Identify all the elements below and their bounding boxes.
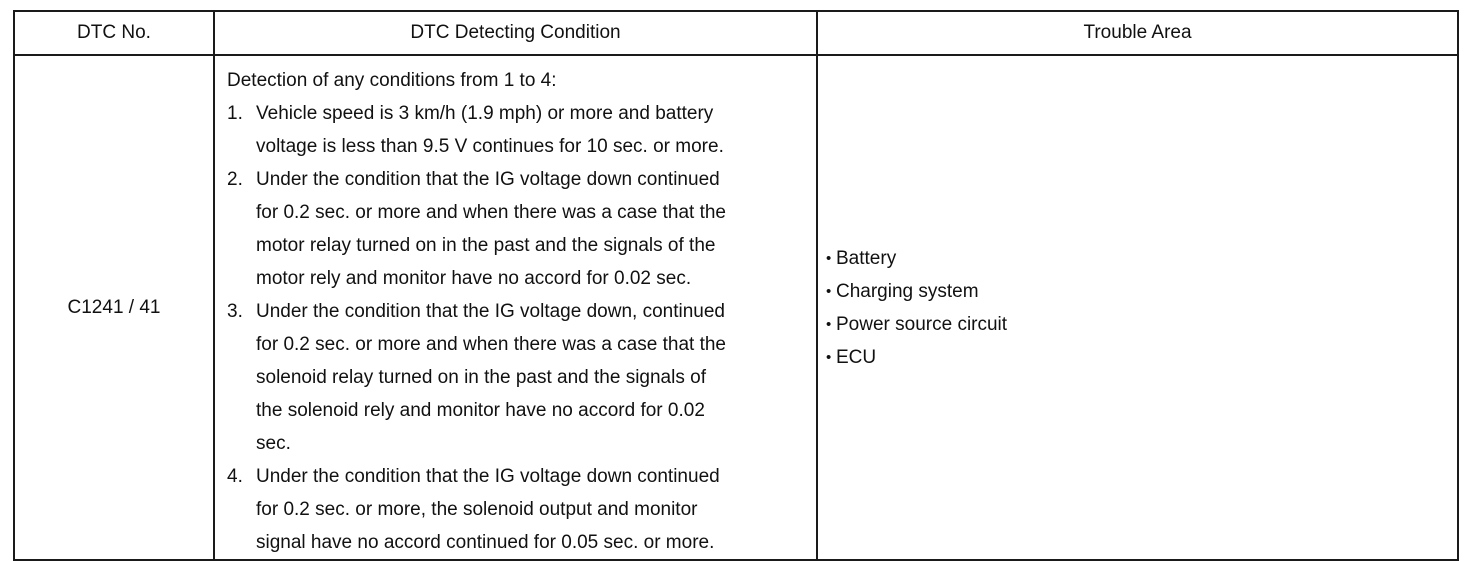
condition-line: Under the condition that the IG voltage down, continued <box>256 301 725 322</box>
condition-line: signal have no accord continued for 0.05 sec. or more. <box>256 532 715 553</box>
condition-line: voltage is less than 9.5 V continues for 10 sec. or more. <box>256 136 724 157</box>
condition-number: 3. <box>227 301 243 322</box>
condition-line: motor rely and monitor have no accord for 0.02 sec. <box>256 268 692 289</box>
condition-number: 1. <box>227 103 243 124</box>
condition-item <box>227 460 810 559</box>
condition-line: for 0.2 sec. or more and when there was a case that the <box>256 334 726 355</box>
bullet-icon: • <box>826 315 832 333</box>
header-trouble-area: Trouble Area <box>817 11 1458 55</box>
trouble-area-item <box>826 308 1457 341</box>
bullet-icon: • <box>826 249 832 267</box>
condition-line: the solenoid rely and monitor have no accord for 0.02 <box>256 400 705 421</box>
trouble-area-label: Battery <box>836 247 897 269</box>
trouble-area-list <box>826 242 1457 374</box>
condition-item <box>227 163 810 295</box>
condition-line: Vehicle speed is 3 km/h (1.9 mph) or more and battery <box>256 103 714 124</box>
condition-line: solenoid relay turned on in the past and the signals of <box>256 367 706 388</box>
trouble-area-label: Charging system <box>836 280 979 302</box>
bullet-icon: • <box>826 282 832 300</box>
condition-item <box>227 295 810 460</box>
header-dtc-no: DTC No. <box>14 11 214 55</box>
trouble-area-cell <box>817 55 1458 560</box>
condition-number: 4. <box>227 466 243 487</box>
trouble-area-item <box>826 341 1457 374</box>
header-detecting-condition: DTC Detecting Condition <box>214 11 817 55</box>
condition-list <box>227 97 810 559</box>
condition-line: for 0.2 sec. or more and when there was a case that the <box>256 202 726 223</box>
condition-text <box>256 295 810 460</box>
trouble-area-item <box>826 242 1457 275</box>
table-row <box>14 55 1458 560</box>
detecting-condition-cell <box>214 55 817 560</box>
condition-number: 2. <box>227 169 243 190</box>
dtc-table <box>13 10 1459 561</box>
condition-line: for 0.2 sec. or more, the solenoid output and monitor <box>256 499 698 520</box>
header-row <box>14 11 1458 55</box>
condition-text <box>256 163 810 295</box>
condition-text <box>256 460 810 559</box>
condition-text <box>256 97 810 163</box>
dtc-number-cell: C1241 / 41 <box>14 55 214 560</box>
condition-item <box>227 97 810 163</box>
trouble-area-item <box>826 275 1457 308</box>
condition-intro: Detection of any conditions from 1 to 4: <box>227 70 557 91</box>
condition-line: Under the condition that the IG voltage down continued <box>256 169 720 190</box>
condition-line: Under the condition that the IG voltage down continued <box>256 466 720 487</box>
bullet-icon: • <box>826 348 832 366</box>
condition-line: sec. <box>256 433 291 454</box>
trouble-area-label: ECU <box>836 346 877 368</box>
condition-line: motor relay turned on in the past and the signals of the <box>256 235 716 256</box>
trouble-area-label: Power source circuit <box>836 313 1008 335</box>
